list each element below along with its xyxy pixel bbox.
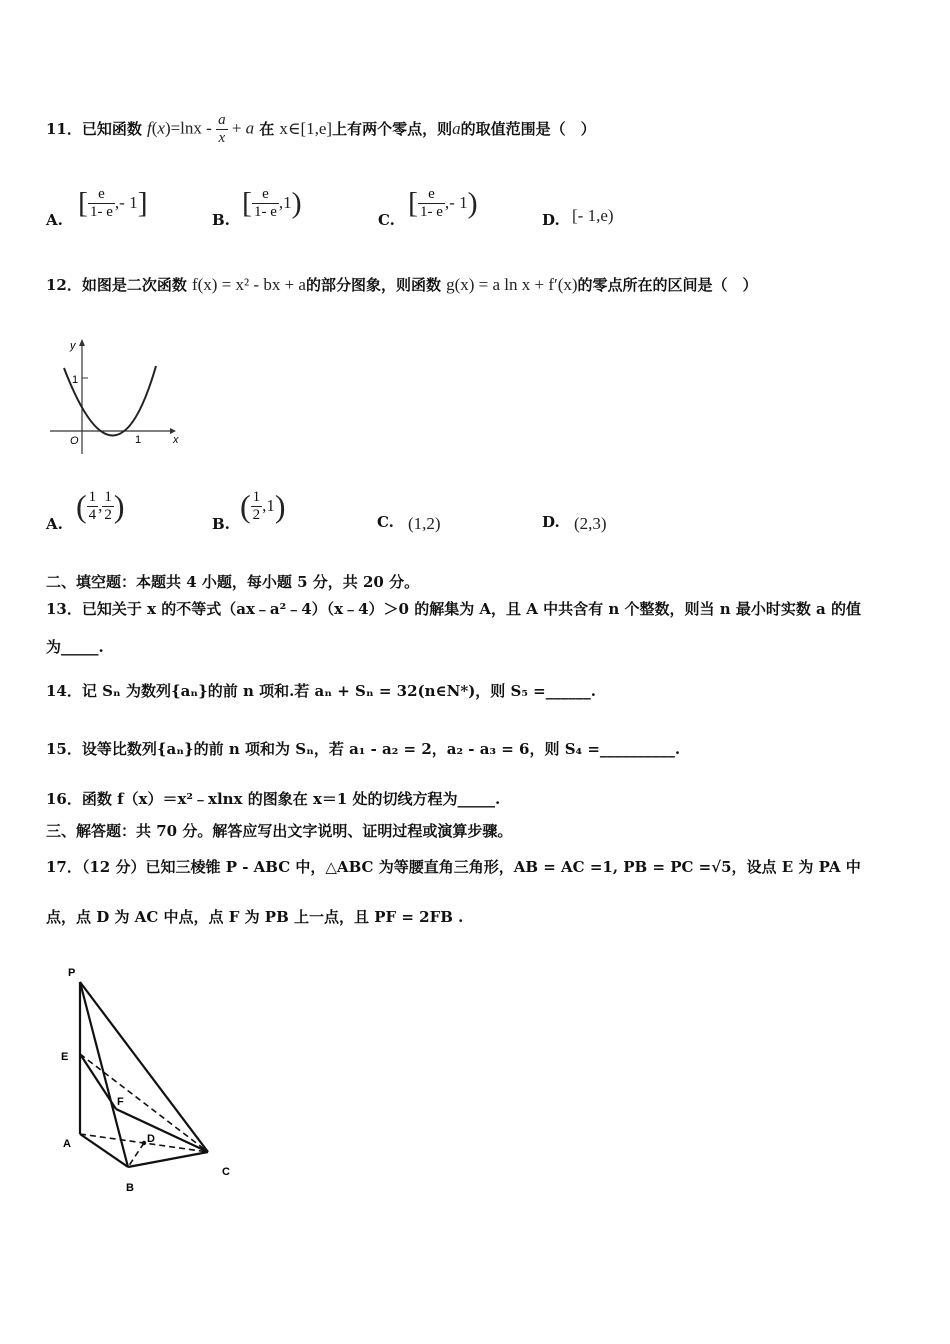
q11-formula: f(x)=lnx - $\frac{a}{x}$ + a — [146, 112, 255, 146]
label-c: C — [222, 1166, 230, 1178]
q12-option-a-label: A. — [46, 515, 63, 533]
point-d-dot — [142, 1141, 146, 1145]
q11-text-a: 已知函数 — [81, 120, 142, 138]
segment-ef — [80, 1054, 116, 1109]
q11-domain: x∈[1,e] — [279, 119, 333, 138]
q13-line2: 为_____. — [46, 638, 104, 656]
origin-label: O — [70, 435, 79, 447]
q11-option-b-label: B. — [212, 211, 230, 229]
q11-text-b: 在 — [259, 120, 275, 138]
q12-option-b: ( $\frac{1}{2}$ ,1) — [240, 488, 286, 524]
q11-option-a-label: A. — [46, 211, 63, 229]
label-e: E — [61, 1051, 69, 1063]
q14-number: 14． — [46, 682, 82, 700]
q12-stem — [46, 274, 758, 295]
q11-stem — [46, 112, 596, 147]
q12-option-c: (1,2) — [408, 514, 441, 533]
label-b: B — [126, 1182, 134, 1194]
q11-option-a: [ $\frac{e}{1- e}$ ,- 1] — [78, 186, 148, 220]
q11-text-c: 上有两个零点，则 — [332, 120, 453, 138]
q13-line1: 13．已知关于 x 的不等式（ax﹣a²﹣4）（x﹣4）＞0 的解集为 A，且 A 中共含有 n 个整数，则当 n 最小时实数 a 的值 — [46, 600, 861, 618]
q14 — [46, 680, 596, 701]
q11-option-b: [ $\frac{e}{1- e}$ ,1) — [242, 186, 302, 220]
q12-option-d: (2,3) — [574, 514, 607, 533]
q16 — [46, 788, 500, 809]
q15 — [46, 738, 680, 759]
label-p: P — [68, 967, 76, 979]
q12-option-a: ( $\frac{1}{4}$ , $\frac{1}{2}$ ) — [76, 488, 125, 524]
edge-pc — [80, 982, 208, 1152]
q11-option-d: [- 1,e) — [572, 206, 614, 225]
q15-text: 设等比数列{aₙ}的前 n 项和为 Sₙ，若 a₁ - a₂ = 2，a₂ - a₃ = 6，则 S₄ =__________. — [81, 740, 681, 758]
q12-number: 12． — [46, 276, 82, 294]
q12-text-b: 的部分图象，则函数 — [305, 276, 441, 294]
label-a: A — [63, 1138, 71, 1150]
q12-option-d-label: D. — [542, 513, 560, 531]
y-axis-label: y — [70, 340, 76, 352]
q17-pyramid-figure — [56, 962, 246, 1194]
x-tick-label: 1 — [135, 434, 142, 446]
q14-text: 记 Sₙ 为数列{aₙ}的前 n 项和.若 aₙ + Sₙ = 32(n∈N*)，则 S₅ =______. — [81, 682, 596, 700]
q17-line2: 点，点 D 为 AC 中点，点 F 为 PB 上一点，且 PF = 2FB . — [46, 908, 464, 926]
section-2-heading: 二、填空题：本题共 4 小题，每小题 5 分，共 20 分。 — [46, 573, 420, 591]
q17-line1: 17．（12 分）已知三棱锥 P - ABC 中，△ABC 为等腰直角三角形，AB = AC =1, PB = PC =√5，设点 E 为 PA 中 — [46, 858, 861, 876]
q16-number: 16． — [46, 790, 82, 808]
q12-text-c: 的零点所在的区间是（ ） — [577, 276, 758, 294]
q12-formula-f: f(x) = x² - bx + a — [191, 275, 306, 294]
label-f: F — [117, 1096, 124, 1108]
q11-var: a — [452, 119, 461, 138]
q11-option-c-label: C. — [378, 211, 395, 229]
x-axis-label: x — [173, 434, 179, 446]
q12-formula-g: g(x) = a ln x + f′(x) — [446, 275, 578, 294]
q11-text-d: 的取值范围是（ ） — [460, 120, 596, 138]
q11-number: 11． — [46, 120, 82, 138]
q11-option-d-label: D. — [542, 211, 560, 229]
q12-parabola-graph — [46, 334, 186, 459]
y-tick-label: 1 — [72, 374, 79, 386]
q12-text-a: 如图是二次函数 — [81, 276, 187, 294]
q16-text: 函数 f（x）＝x²﹣xlnx 的图象在 x＝1 处的切线方程为_____. — [81, 790, 501, 808]
edge-bc — [128, 1152, 208, 1167]
q12-option-c-label: C. — [377, 513, 394, 531]
label-d: D — [147, 1133, 155, 1145]
q11-option-c: [ $\frac{e}{1- e}$ ,- 1) — [408, 186, 478, 220]
section-3-heading: 三、解答题：共 70 分。解答应写出文字说明、证明过程或演算步骤。 — [46, 822, 513, 840]
q12-option-b-label: B. — [212, 515, 230, 533]
q15-number: 15． — [46, 740, 82, 758]
y-axis-arrow-icon — [79, 339, 85, 346]
